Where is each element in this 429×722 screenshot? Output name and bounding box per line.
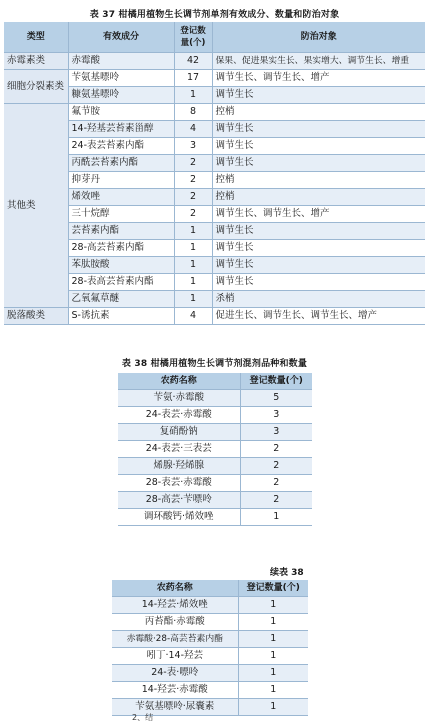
count-cell: 1 [238, 597, 308, 614]
table38-header-count: 登记数量(个) [240, 373, 312, 390]
table-row [4, 53, 425, 70]
table38-cont-header-row [112, 580, 308, 597]
name-cell: 24-表芸·赤霉酸 [118, 407, 240, 424]
table-row [4, 308, 425, 325]
ingredient-cell: 24-表芸苔素内酯 [68, 138, 174, 155]
name-cell: 丙苔酯·赤霉酸 [112, 614, 238, 631]
name-cell: 调环酸钙·烯效唑 [118, 509, 240, 526]
count-cell: 1 [174, 274, 212, 291]
count-cell: 1 [240, 509, 312, 526]
name-cell: 28-高芸·苄嘌呤 [118, 492, 240, 509]
table38-header-name: 农药名称 [118, 373, 240, 390]
ingredient-cell: 28-表高芸苔素内酯 [68, 274, 174, 291]
table-row [4, 155, 425, 172]
table37-header-count: 登记数量(个) [174, 22, 212, 53]
table37-header-target: 防治对象 [212, 22, 425, 53]
count-cell: 42 [174, 53, 212, 70]
count-cell: 1 [238, 665, 308, 682]
target-cell: 调节生长 [212, 138, 425, 155]
target-cell: 调节生长 [212, 274, 425, 291]
ingredient-cell: 抑芽丹 [68, 172, 174, 189]
ingredient-cell: 三十烷醇 [68, 206, 174, 223]
table37-header-type: 类型 [4, 22, 68, 53]
table38-cont-header-name: 农药名称 [112, 580, 238, 597]
count-cell: 1 [238, 631, 308, 648]
category-cell: 脱落酸类 [4, 308, 68, 325]
target-cell: 调节生长 [212, 223, 425, 240]
count-cell: 2 [174, 155, 212, 172]
ingredient-cell: 糠氨基嘌呤 [68, 87, 174, 104]
count-cell: 2 [174, 206, 212, 223]
count-cell: 1 [174, 223, 212, 240]
count-cell: 2 [174, 189, 212, 206]
table-row [4, 138, 425, 155]
ingredient-cell: 芸苔素内酯 [68, 223, 174, 240]
table-row [118, 458, 312, 475]
count-cell: 1 [174, 240, 212, 257]
table38-cont-title: 续表 38 [270, 568, 304, 578]
name-cell: 14-羟芸·烯效唑 [112, 597, 238, 614]
target-cell: 控梢 [212, 189, 425, 206]
footer-fragment: 2、结 [132, 713, 154, 722]
target-cell: 调节生长、调节生长、增产 [212, 70, 425, 87]
count-cell: 4 [174, 308, 212, 325]
name-cell: 苄氨·赤霉酸 [118, 390, 240, 407]
ingredient-cell: S-诱抗素 [68, 308, 174, 325]
table38 [118, 373, 312, 526]
count-cell: 1 [238, 699, 308, 716]
table-row [118, 390, 312, 407]
ingredient-cell: 苄氨基嘌呤 [68, 70, 174, 87]
count-cell: 4 [174, 121, 212, 138]
target-cell: 调节生长 [212, 240, 425, 257]
target-cell: 调节生长 [212, 121, 425, 138]
category-cell: 其他类 [4, 104, 68, 308]
table-row [4, 70, 425, 87]
target-cell: 杀梢 [212, 291, 425, 308]
table38-continued [112, 580, 308, 716]
name-cell: 复硝酚钠 [118, 424, 240, 441]
count-cell: 2 [240, 441, 312, 458]
table-row [4, 104, 425, 121]
table37-header-row [4, 22, 425, 53]
target-cell: 调节生长 [212, 87, 425, 104]
name-cell: 苄氨基嘌呤·尿囊素 [112, 699, 238, 716]
name-cell: 14-羟芸·赤霉酸 [112, 682, 238, 699]
count-cell: 3 [174, 138, 212, 155]
count-cell: 3 [240, 407, 312, 424]
name-cell: 烯腺·羟烯腺 [118, 458, 240, 475]
category-cell: 细胞分裂素类 [4, 70, 68, 104]
name-cell: 赤霉酸·28-高芸苔素内酯 [112, 631, 238, 648]
table37-title: 表 37 柑橘用植物生长调节剂单剂有效成分、数量和防治对象 [89, 10, 340, 20]
count-cell: 8 [174, 104, 212, 121]
ingredient-cell: 氟节胺 [68, 104, 174, 121]
ingredient-cell: 乙氧氟草醚 [68, 291, 174, 308]
table-row [118, 407, 312, 424]
table-row [4, 87, 425, 104]
count-cell: 5 [240, 390, 312, 407]
table-row [118, 492, 312, 509]
table38-cont-header-count: 登记数量(个) [238, 580, 308, 597]
category-cell: 赤霉素类 [4, 53, 68, 70]
table38-header-row [118, 373, 312, 390]
table-row [112, 648, 308, 665]
count-cell: 1 [238, 614, 308, 631]
table-row [112, 682, 308, 699]
count-cell: 2 [240, 492, 312, 509]
count-cell: 3 [240, 424, 312, 441]
table-row [4, 240, 425, 257]
name-cell: 24-表芸·三表芸 [118, 441, 240, 458]
table-row [4, 121, 425, 138]
name-cell: 24-表·嘌呤 [112, 665, 238, 682]
table-row [118, 441, 312, 458]
table37 [4, 22, 425, 325]
target-cell: 控梢 [212, 104, 425, 121]
ingredient-cell: 苯肽胺酸 [68, 257, 174, 274]
table-row [112, 631, 308, 648]
table-row [4, 274, 425, 291]
table38-title: 表 38 柑橘用植物生长调节剂混剂品种和数量 [121, 359, 308, 369]
count-cell: 17 [174, 70, 212, 87]
ingredient-cell: 烯效唑 [68, 189, 174, 206]
table-row [4, 291, 425, 308]
count-cell: 2 [174, 172, 212, 189]
count-cell: 1 [174, 291, 212, 308]
table-row [4, 206, 425, 223]
table-row [112, 597, 308, 614]
target-cell: 控梢 [212, 172, 425, 189]
table-row [118, 424, 312, 441]
target-cell: 调节生长 [212, 257, 425, 274]
table-row [112, 665, 308, 682]
table-row [118, 475, 312, 492]
table37-header-ingredient: 有效成分 [68, 22, 174, 53]
table-row [4, 257, 425, 274]
ingredient-cell: 28-高芸苔素内酯 [68, 240, 174, 257]
target-cell: 促进生长、调节生长、调节生长、增产 [212, 308, 425, 325]
table-row [4, 172, 425, 189]
target-cell: 保果、促进果实生长、果实增大、调节生长、增重 [212, 53, 425, 70]
count-cell: 1 [238, 648, 308, 665]
count-cell: 1 [238, 682, 308, 699]
count-cell: 2 [240, 458, 312, 475]
count-cell: 1 [174, 257, 212, 274]
table-row [4, 223, 425, 240]
name-cell: 28-表芸·赤霉酸 [118, 475, 240, 492]
target-cell: 调节生长、调节生长、增产 [212, 206, 425, 223]
count-cell: 1 [174, 87, 212, 104]
count-cell: 2 [240, 475, 312, 492]
ingredient-cell: 14-羟基芸苔素甾醇 [68, 121, 174, 138]
table-row [112, 614, 308, 631]
table-row [118, 509, 312, 526]
ingredient-cell: 丙酰芸苔素内酯 [68, 155, 174, 172]
target-cell: 调节生长 [212, 155, 425, 172]
table-row [4, 189, 425, 206]
name-cell: 吲丁·14-羟芸 [112, 648, 238, 665]
ingredient-cell: 赤霉酸 [68, 53, 174, 70]
